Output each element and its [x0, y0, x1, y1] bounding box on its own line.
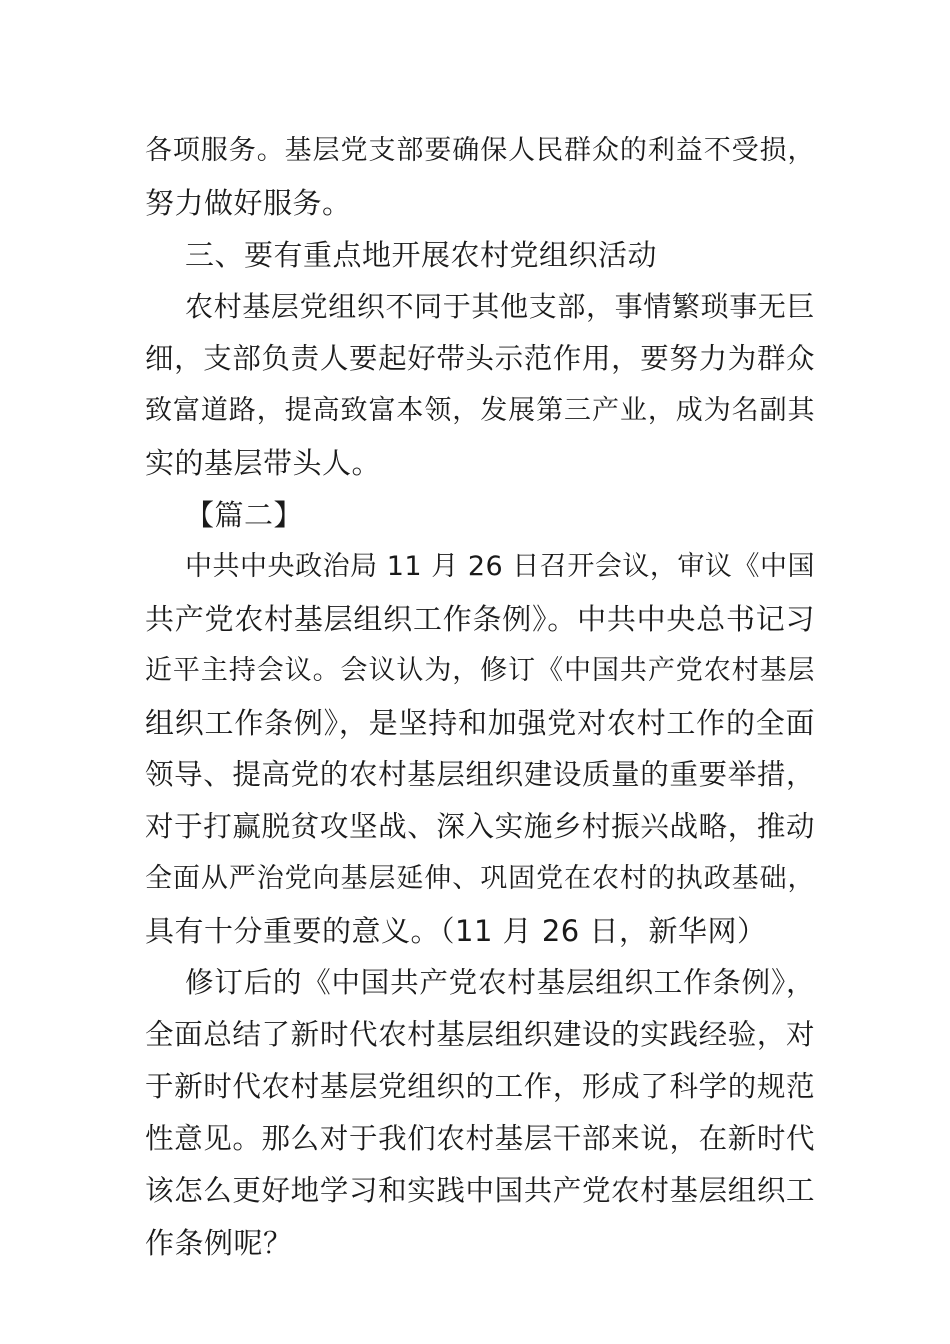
paragraph-line: 具有十分重要的意义。（11 月 26 日，新华网） — [145, 914, 767, 948]
paragraph-line: 对于打赢脱贫攻坚战、深入实施乡村振兴战略，推动 — [145, 810, 815, 843]
paragraph-line: 性意见。那么对于我们农村基层干部来说，在新时代 — [145, 1122, 815, 1155]
paragraph-line: 修订后的《中国共产党农村基层组织工作条例》， — [185, 966, 815, 999]
paragraph-line: 作条例呢？ — [145, 1226, 293, 1260]
document-body — [145, 125, 815, 1269]
paragraph-line: 全面总结了新时代农村基层组织建设的实践经验，对 — [145, 1018, 815, 1051]
paragraph-line: 细，支部负责人要起好带头示范作用，要努力为群众 — [145, 342, 815, 375]
paragraph-line: 实的基层带头人。 — [145, 446, 382, 480]
paragraph-line: 共产党农村基层组织工作条例》。中共中央总书记习 — [145, 602, 815, 636]
paragraph-line: 全面从严治党向基层延伸、巩固党在农村的执政基础， — [145, 863, 815, 894]
section-heading: 三、要有重点地开展农村党组织活动 — [185, 238, 658, 272]
paragraph-line: 各项服务。基层党支部要确保人民群众的利益不受损， — [145, 135, 815, 166]
paragraph-line: 领导、提高党的农村基层组织建设质量的重要举措， — [145, 758, 815, 791]
paragraph-line: 该怎么更好地学习和实践中国共产党农村基层组织工 — [145, 1174, 815, 1207]
paragraph-line: 组织工作条例》，是坚持和加强党对农村工作的全面 — [145, 706, 815, 740]
paragraph-line: 近平主持会议。会议认为，修订《中国共产党农村基层 — [145, 655, 815, 686]
paragraph-line: 努力做好服务。 — [145, 186, 352, 220]
section-label: 【篇二】 — [185, 498, 304, 532]
paragraph-line: 致富道路，提高致富本领，发展第三产业，成为名副其 — [145, 395, 815, 426]
paragraph-line: 农村基层党组织不同于其他支部，事情繁琐事无巨 — [185, 290, 815, 323]
paragraph-line: 于新时代农村基层党组织的工作，形成了科学的规范 — [145, 1070, 815, 1103]
paragraph-line: 中共中央政治局 11 月 26 日召开会议，审议《中国 — [185, 551, 815, 582]
